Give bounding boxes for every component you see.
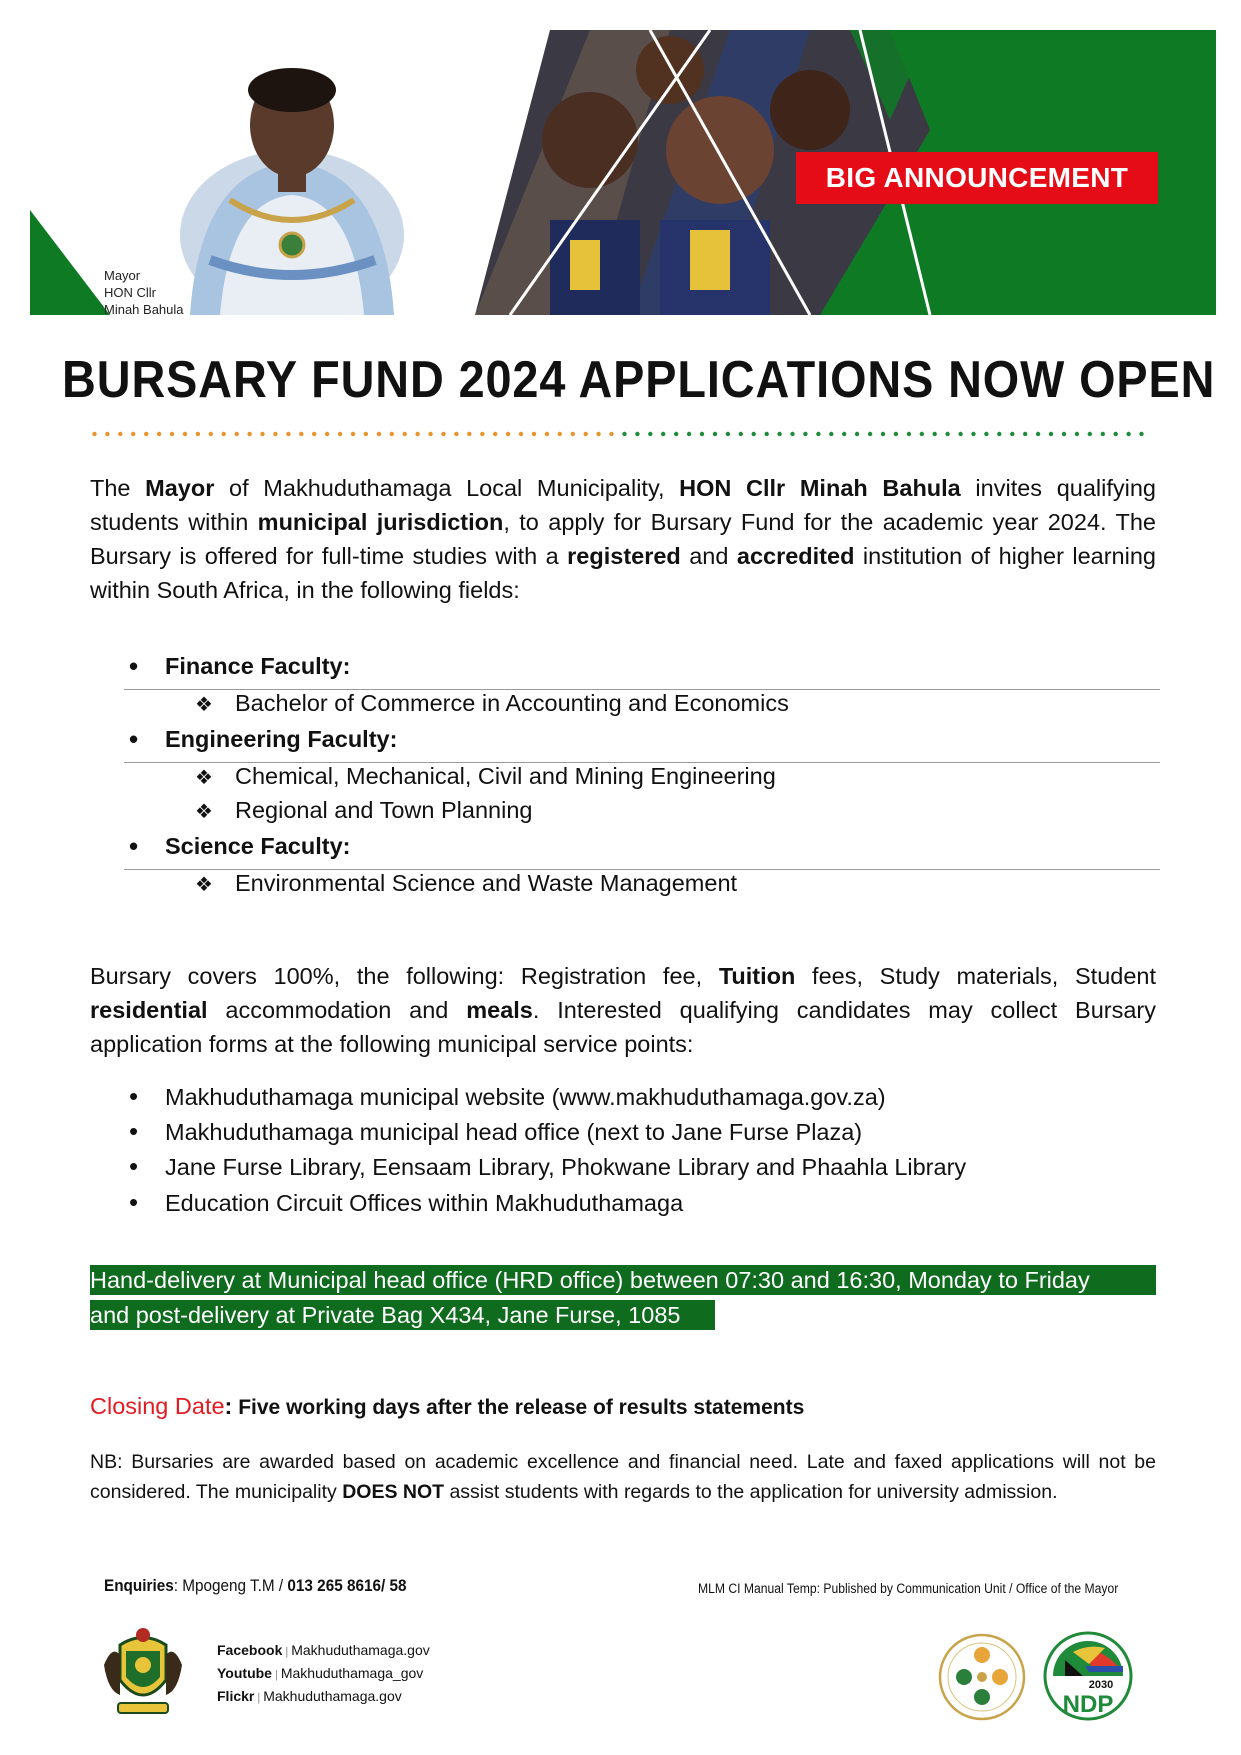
service-point-item bbox=[124, 1187, 683, 1218]
divider-dot bbox=[571, 432, 575, 436]
divider-dot bbox=[390, 432, 394, 436]
divider-dot bbox=[1049, 432, 1053, 436]
ndp-year: 2030 bbox=[1088, 1679, 1114, 1691]
divider-dot bbox=[726, 432, 730, 436]
bullet-icon: • bbox=[129, 831, 139, 861]
mayor-caption-line: HON Cllr bbox=[104, 285, 156, 300]
bold-text-segment: residential bbox=[90, 997, 208, 1023]
divider-dot bbox=[584, 432, 588, 436]
field-label: Bachelor of Commerce in Accounting and Economics bbox=[235, 690, 789, 716]
service-point-item bbox=[124, 1116, 862, 1147]
divider-dot bbox=[622, 432, 626, 436]
intro-paragraph bbox=[90, 471, 1156, 607]
divider-dot bbox=[144, 432, 148, 436]
divider-dot bbox=[635, 432, 639, 436]
bold-text-segment: Mayor bbox=[145, 475, 215, 501]
divider-dot bbox=[364, 432, 368, 436]
diamond-bullet-icon: ❖ bbox=[195, 801, 213, 823]
mayor-caption-line: Minah Bahula bbox=[104, 302, 184, 317]
social-link-youtube[interactable] bbox=[217, 1663, 430, 1686]
text-segment: and bbox=[680, 543, 737, 569]
coverage-paragraph bbox=[90, 959, 1156, 1061]
divider-dot bbox=[532, 432, 536, 436]
field-item bbox=[195, 690, 789, 717]
enquiries bbox=[104, 1576, 407, 1596]
municipal-seal-logo bbox=[938, 1633, 1026, 1721]
divider-dot bbox=[596, 432, 600, 436]
divider-dot bbox=[157, 432, 161, 436]
divider-dot bbox=[713, 432, 717, 436]
publisher-note: MLM CI Manual Temp: Published by Communication Unit / Office of the Mayor bbox=[698, 1581, 1119, 1596]
divider-dot bbox=[493, 432, 497, 436]
divider-dot bbox=[907, 432, 911, 436]
divider-dot bbox=[519, 432, 523, 436]
enquiries-name: : Mpogeng T.M / bbox=[173, 1576, 288, 1595]
divider-dot bbox=[377, 432, 381, 436]
divider-dot bbox=[609, 432, 613, 436]
bold-text-segment: accredited bbox=[736, 543, 855, 569]
divider-dot bbox=[170, 432, 174, 436]
divider-dot bbox=[454, 432, 458, 436]
enquiries-phone: 013 265 8616/ 58 bbox=[287, 1576, 407, 1595]
field-item bbox=[195, 797, 532, 824]
bullet-icon: • bbox=[129, 1116, 139, 1146]
divider-dot bbox=[428, 432, 432, 436]
service-point-item bbox=[124, 1151, 966, 1182]
divider-dot bbox=[312, 432, 316, 436]
separator-icon: | bbox=[274, 1669, 278, 1681]
bold-text-segment: Tuition bbox=[718, 963, 796, 989]
faculty-name: Science Faculty: bbox=[165, 833, 351, 859]
divider-dot bbox=[183, 432, 187, 436]
text-segment: invites qualifying students within bbox=[90, 475, 1156, 535]
divider-dot bbox=[790, 432, 794, 436]
divider-dot bbox=[1010, 432, 1014, 436]
divider-dot bbox=[1075, 432, 1079, 436]
service-point-label: Makhuduthamaga municipal website (www.makhuduthamaga.gov.za) bbox=[165, 1084, 886, 1110]
divider-dot bbox=[765, 432, 769, 436]
mayor-caption bbox=[104, 267, 184, 318]
divider-dot bbox=[648, 432, 652, 436]
bold-text-segment: registered bbox=[567, 543, 681, 569]
bullet-icon: • bbox=[129, 724, 139, 754]
divider-dot bbox=[842, 432, 846, 436]
divider-dot bbox=[661, 432, 665, 436]
divider-dot bbox=[920, 432, 924, 436]
divider-dot bbox=[235, 432, 239, 436]
divider-dot bbox=[1088, 432, 1092, 436]
divider-dot bbox=[997, 432, 1001, 436]
divider-dot bbox=[415, 432, 419, 436]
divider-dot bbox=[933, 432, 937, 436]
text-segment: accommodation and bbox=[207, 997, 467, 1023]
faculty-item-science bbox=[124, 833, 1160, 866]
social-link-facebook[interactable] bbox=[217, 1640, 430, 1663]
text-segment: The bbox=[90, 475, 146, 501]
divider-dot bbox=[351, 432, 355, 436]
divider-dot bbox=[1062, 432, 1066, 436]
bullet-icon: • bbox=[129, 1151, 139, 1181]
social-network: Facebook bbox=[217, 1642, 283, 1658]
bold-text-segment: DOES NOT bbox=[342, 1481, 445, 1503]
social-handle: Makhuduthamaga_gov bbox=[280, 1665, 424, 1681]
divider-dot bbox=[118, 432, 122, 436]
divider-dot bbox=[222, 432, 226, 436]
divider-dot bbox=[984, 432, 988, 436]
divider-dot bbox=[273, 432, 277, 436]
page-title: BURSARY FUND 2024 APPLICATIONS NOW OPEN bbox=[62, 351, 1216, 409]
faculty-name: Engineering Faculty: bbox=[165, 726, 398, 752]
divider-dot bbox=[855, 432, 859, 436]
divider-dot bbox=[299, 432, 303, 436]
dotted-divider bbox=[88, 430, 1148, 438]
divider-dot bbox=[1114, 432, 1118, 436]
text-segment: of Makhuduthamaga Local Municipality, bbox=[214, 475, 680, 501]
field-label: Chemical, Mechanical, Civil and Mining Engineering bbox=[235, 763, 776, 789]
field-item bbox=[195, 870, 737, 897]
delivery-highlight-line: and post-delivery at Private Bag X434, Jane Furse, 1085 bbox=[90, 1300, 715, 1330]
bold-text-segment: meals bbox=[466, 997, 533, 1023]
field-label: Regional and Town Planning bbox=[235, 797, 533, 823]
closing-date-text: Five working days after the release of results statements bbox=[232, 1396, 805, 1419]
social-handle: Makhuduthamaga.gov bbox=[263, 1688, 402, 1704]
diamond-bullet-icon: ❖ bbox=[195, 767, 213, 789]
nb-paragraph bbox=[90, 1447, 1156, 1507]
divider-dot bbox=[881, 432, 885, 436]
divider-dot bbox=[286, 432, 290, 436]
divider-dot bbox=[441, 432, 445, 436]
text-segment: NB: Bursaries are awarded based on academic excellence and financial need. Late and faxed applications will not be considered. The municipality bbox=[90, 1451, 1156, 1503]
divider-dot bbox=[700, 432, 704, 436]
delivery-highlight-line: Hand-delivery at Municipal head office (HRD office) between 07:30 and 16:30, Monday to Friday bbox=[90, 1265, 1156, 1295]
closing-date-colon: : bbox=[224, 1393, 233, 1419]
divider-dot bbox=[506, 432, 510, 436]
divider-dot bbox=[739, 432, 743, 436]
bold-text-segment: HON Cllr Minah Bahula bbox=[679, 475, 961, 501]
closing-date bbox=[90, 1393, 804, 1420]
text-segment: , to apply for Bursary Fund for the academic year 2024. The Bursary is offered for full-time studies with a bbox=[90, 509, 1156, 569]
divider-dot bbox=[260, 432, 264, 436]
text-segment: fees, Study materials, Student bbox=[795, 963, 1157, 989]
faculty-item-engineering bbox=[124, 726, 1160, 759]
divider-dot bbox=[958, 432, 962, 436]
divider-dot bbox=[687, 432, 691, 436]
divider-dot bbox=[247, 432, 251, 436]
divider-dot bbox=[894, 432, 898, 436]
social-network: Youtube bbox=[217, 1665, 272, 1681]
divider-dot bbox=[558, 432, 562, 436]
mayor-caption-line: Mayor bbox=[104, 268, 141, 283]
divider-dot bbox=[803, 432, 807, 436]
divider-dot bbox=[752, 432, 756, 436]
closing-date-label: Closing Date bbox=[90, 1393, 225, 1419]
faculty-item-finance bbox=[124, 653, 1160, 686]
divider-dot bbox=[868, 432, 872, 436]
divider-dot bbox=[829, 432, 833, 436]
big-announcement-badge: BIG ANNOUNCEMENT bbox=[796, 152, 1158, 204]
divider-dot bbox=[674, 432, 678, 436]
divider-dot bbox=[131, 432, 135, 436]
divider-dot bbox=[209, 432, 213, 436]
faculty-name: Finance Faculty: bbox=[165, 653, 351, 679]
divider-dot bbox=[105, 432, 109, 436]
service-point-label: Jane Furse Library, Eensaam Library, Phokwane Library and Phaahla Library bbox=[165, 1154, 967, 1180]
diamond-bullet-icon: ❖ bbox=[195, 694, 213, 716]
social-handle: Makhuduthamaga.gov bbox=[291, 1642, 430, 1658]
ndp-letters: NDP bbox=[1062, 1691, 1114, 1718]
divider-dot bbox=[1023, 432, 1027, 436]
service-point-label: Makhuduthamaga municipal head office (next to Jane Furse Plaza) bbox=[165, 1119, 863, 1145]
separator-icon: | bbox=[257, 1692, 261, 1704]
service-point-item bbox=[124, 1081, 886, 1112]
bullet-icon: • bbox=[129, 1081, 139, 1111]
text-segment: Bursary covers 100%, the following: Registration fee, bbox=[90, 963, 719, 989]
bullet-icon: • bbox=[129, 1187, 139, 1217]
text-segment: . Interested qualifying candidates may collect Bursary application forms at the following municipal service points: bbox=[90, 997, 1156, 1057]
divider-dot bbox=[1126, 432, 1130, 436]
service-point-label: Education Circuit Offices within Makhuduthamaga bbox=[165, 1190, 684, 1216]
divider-dot bbox=[338, 432, 342, 436]
divider-dot bbox=[971, 432, 975, 436]
social-network: Flickr bbox=[217, 1688, 255, 1704]
divider-dot bbox=[403, 432, 407, 436]
divider-dot bbox=[1139, 432, 1143, 436]
divider-dot bbox=[816, 432, 820, 436]
diamond-bullet-icon: ❖ bbox=[195, 874, 213, 896]
mayor-portrait bbox=[180, 68, 404, 315]
left-green-triangle bbox=[30, 210, 110, 315]
divider-dot bbox=[92, 432, 96, 436]
divider-dot bbox=[325, 432, 329, 436]
enquiries-label: Enquiries bbox=[104, 1576, 174, 1595]
text-segment: assist students with regards to the application for university admission. bbox=[444, 1481, 1058, 1503]
separator-icon: | bbox=[285, 1646, 289, 1658]
bullet-icon: • bbox=[129, 651, 139, 681]
divider-dot bbox=[777, 432, 781, 436]
field-item bbox=[195, 763, 776, 790]
divider-dot bbox=[1101, 432, 1105, 436]
bold-text-segment: municipal jurisdiction bbox=[257, 509, 504, 535]
social-link-flickr[interactable] bbox=[217, 1686, 430, 1709]
social-links bbox=[217, 1640, 430, 1709]
municipal-crest-logo bbox=[100, 1625, 186, 1720]
divider-dot bbox=[467, 432, 471, 436]
divider-dot bbox=[196, 432, 200, 436]
divider-dot bbox=[545, 432, 549, 436]
ndp-2030-logo bbox=[1043, 1630, 1133, 1722]
field-label: Environmental Science and Waste Management bbox=[235, 870, 738, 896]
divider-dot bbox=[480, 432, 484, 436]
divider-dot bbox=[1036, 432, 1040, 436]
divider-dot bbox=[945, 432, 949, 436]
text-segment: institution of higher learning within South Africa, in the following fields: bbox=[90, 543, 1156, 603]
